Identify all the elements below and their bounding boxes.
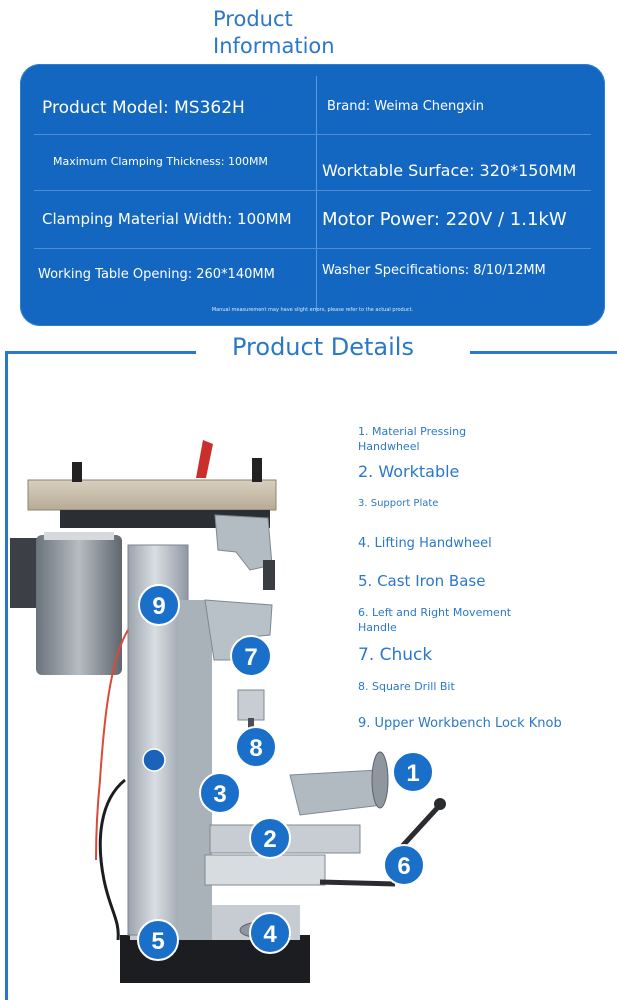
motor-cap <box>44 532 114 540</box>
spec-motor-power: Motor Power: 220V / 1.1kW <box>322 209 567 230</box>
part-item-7: 7. Chuck <box>358 645 433 665</box>
spec-washer-specifications: Washer Specifications: 8/10/12MM <box>322 263 546 278</box>
top-post-left <box>72 462 82 482</box>
spec-working-table-opening: Working Table Opening: 260*140MM <box>38 267 275 282</box>
marker-2 <box>250 818 290 858</box>
spec-max-clamping-thickness: Maximum Clamping Thickness: 100MM <box>53 155 268 168</box>
marker-7-label: 7 <box>244 644 258 671</box>
part-item-4: 4. Lifting Handwheel <box>358 536 492 551</box>
red-handle <box>196 440 213 478</box>
motor-box <box>10 538 38 608</box>
marker-8 <box>236 727 276 767</box>
heading-rule-right <box>470 351 617 354</box>
product-details-title: Product Details <box>232 333 414 361</box>
spec-worktable-surface: Worktable Surface: 320*150MM <box>322 161 577 180</box>
marker-9-label: 9 <box>152 593 166 620</box>
row-divider <box>34 134 591 135</box>
part-item-1: 1. Material Pressing Handwheel <box>358 425 467 453</box>
movement-handle-bar <box>320 882 395 884</box>
marker-9 <box>139 585 179 625</box>
power-cord <box>100 780 125 940</box>
pressing-arm <box>290 770 382 815</box>
top-table <box>28 480 276 510</box>
marker-3-label: 3 <box>213 781 227 808</box>
top-post-right <box>252 458 262 482</box>
disclaimer: Manual measurement may have slight errors, please refer to the actual product. <box>211 307 414 313</box>
title-line-2: Information <box>213 34 335 58</box>
marker-3 <box>200 773 240 813</box>
marker-1 <box>393 752 433 792</box>
heading-rule-left <box>5 351 196 354</box>
marker-6-label: 6 <box>397 853 411 880</box>
marker-1-label: 1 <box>406 760 420 787</box>
part-item-6: 6. Left and Right Movement Handle <box>358 606 512 634</box>
support-plate <box>205 855 325 885</box>
marker-7 <box>231 636 271 676</box>
part-item-9: 9. Upper Workbench Lock Knob <box>358 716 562 731</box>
product-information-title <box>213 6 335 60</box>
pressing-handwheel <box>372 752 388 808</box>
marker-5 <box>138 920 178 960</box>
column-divider <box>316 76 317 312</box>
part-item-8: 8. Square Drill Bit <box>358 680 455 693</box>
marker-4 <box>250 913 290 953</box>
marker-8-label: 8 <box>249 735 263 762</box>
part-item-5: 5. Cast Iron Base <box>358 572 486 590</box>
logo-emblem <box>143 749 165 771</box>
part-item-3: 3. Support Plate <box>358 498 439 509</box>
upper-screw <box>263 560 275 590</box>
title-line-1: Product <box>213 7 293 31</box>
marker-2-label: 2 <box>263 826 277 853</box>
chuck-body <box>238 690 264 720</box>
spec-clamping-material-width: Clamping Material Width: 100MM <box>42 210 292 228</box>
side-handle-knob <box>434 798 446 810</box>
row-divider <box>34 248 591 249</box>
marker-6 <box>384 845 424 885</box>
motor <box>36 535 122 675</box>
machine-illustration <box>0 360 617 1000</box>
column-rail <box>178 600 212 940</box>
row-divider <box>34 190 591 191</box>
spec-product-model: Product Model: MS362H <box>42 98 245 118</box>
spec-brand: Brand: Weima Chengxin <box>327 99 485 114</box>
marker-5-label: 5 <box>151 928 165 955</box>
spec-panel <box>20 64 605 326</box>
part-item-2: 2. Worktable <box>358 462 460 481</box>
marker-4-label: 4 <box>263 921 277 948</box>
